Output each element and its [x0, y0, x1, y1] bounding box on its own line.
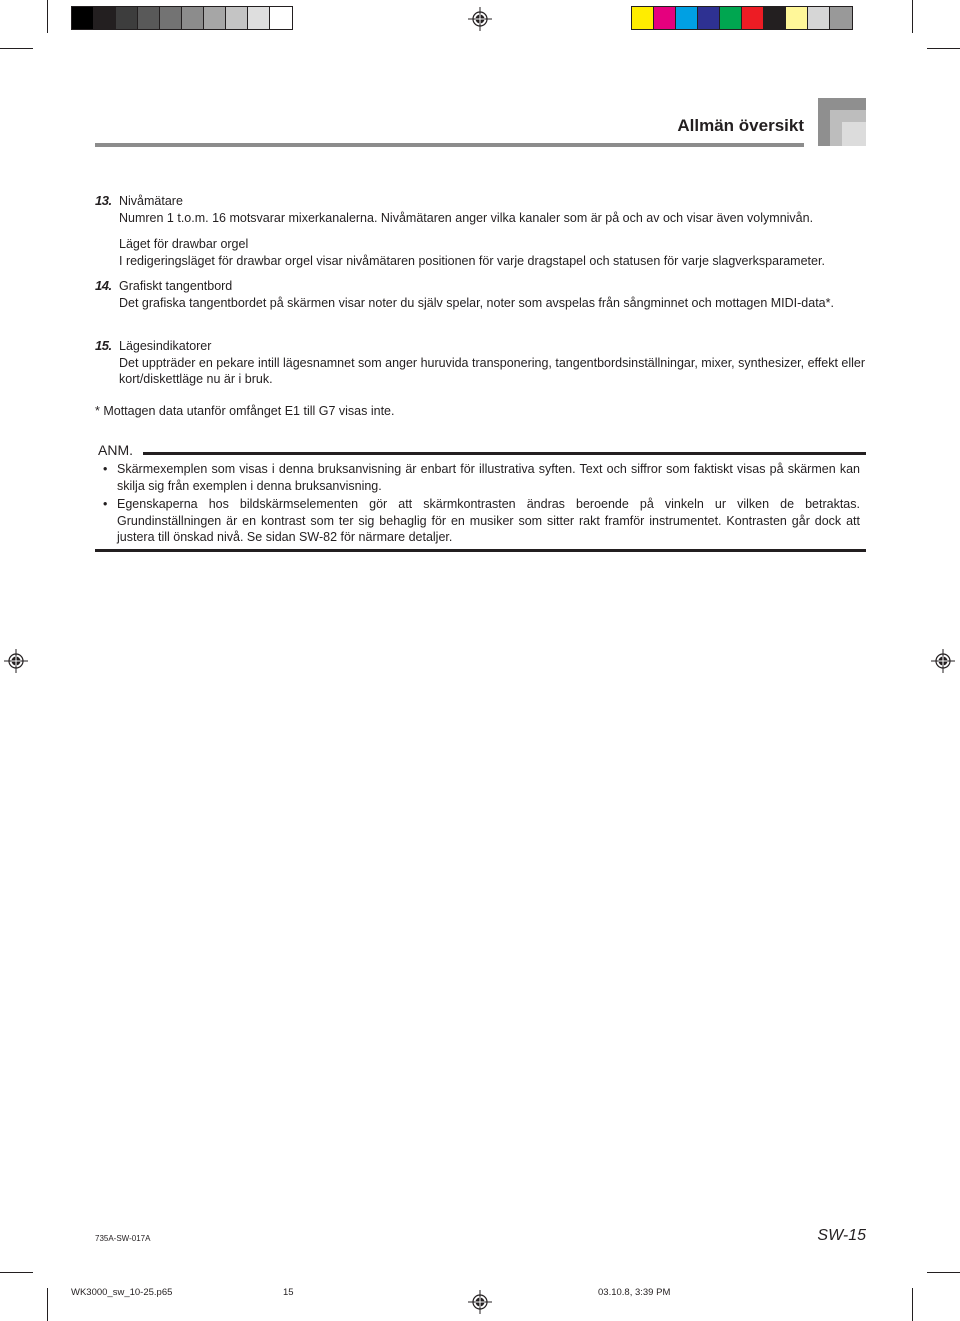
color-swatch — [786, 7, 808, 29]
grayscale-swatch-bar — [71, 6, 293, 30]
color-swatch — [94, 7, 116, 29]
slug-page: 15 — [283, 1287, 294, 1298]
color-swatch — [698, 7, 720, 29]
item-number: 13. — [95, 193, 112, 208]
color-swatch — [676, 7, 698, 29]
item-heading: Lägesindikatorer — [119, 339, 212, 353]
color-swatch — [138, 7, 160, 29]
color-swatch — [182, 7, 204, 29]
crop-mark — [0, 1272, 33, 1273]
registration-mark-icon — [931, 649, 955, 673]
registration-mark-icon — [468, 1290, 492, 1314]
note-end-rule — [95, 549, 866, 552]
section-title: Allmän översikt — [677, 116, 804, 135]
color-swatch — [830, 7, 852, 29]
item-text: Det uppträder en pekare intill lägesnamnet som anger huruvida transponering, tangentbordsinställningar, mixer, synthesizer, effekt eller kort/diskettläge nu är i bruk. — [119, 355, 866, 386]
item-text: Numren 1 t.o.m. 16 motsvarar mixerkanalerna. Nivåmätaren anger vilka kanaler som är på och av och visar även volymnivån. — [119, 210, 814, 225]
slug-date: 03.10.8, 3:39 PM — [598, 1287, 671, 1298]
bullet: • — [103, 462, 108, 476]
crop-mark — [912, 1288, 913, 1321]
footnote: * Mottagen data utanför omfånget E1 till G7 visas inte. — [95, 404, 395, 418]
color-swatch — [116, 7, 138, 29]
color-swatch — [160, 7, 182, 29]
crop-mark — [912, 0, 913, 33]
list-item — [95, 278, 870, 311]
list-item — [95, 338, 870, 388]
color-swatch — [654, 7, 676, 29]
color-swatch — [764, 7, 786, 29]
note-label: ANM. — [98, 442, 133, 458]
item-text: Det grafiska tangentbordet på skärmen visar noter du själv spelar, noter som avspelas från sångminnet och mottagen MIDI-data*. — [119, 295, 834, 310]
registration-mark-icon — [468, 7, 492, 31]
color-swatch — [742, 7, 764, 29]
crop-mark — [0, 48, 33, 49]
note-text: Skärmexemplen som visas i denna bruksanvisning är enbart för illustrativa syften. Text och siffror som faktiskt visas på skärmen kan skilja sig från exemplen i denna bruksanvisning. — [117, 462, 860, 493]
item-heading: Nivåmätare — [119, 194, 183, 208]
item-number: 14. — [95, 278, 112, 293]
crop-mark — [927, 48, 960, 49]
note-rule — [143, 452, 866, 455]
color-swatch — [632, 7, 654, 29]
crop-mark — [47, 0, 48, 33]
item-number: 15. — [95, 338, 112, 353]
drawbar-note — [119, 236, 869, 269]
color-swatch-bar — [631, 6, 853, 30]
color-swatch — [720, 7, 742, 29]
color-swatch — [204, 7, 226, 29]
note-text: Egenskaperna hos bildskärmselementen gör att skärmkontrasten ändras beroende på vinkeln ur vilken de betraktas. Grundinställningen är en kontrast som ter sig behaglig för en musiker som sitter rakt framför instrumentet. Kontrasten går dock att justera till önskad nivå. Se sidan SW-82 för närmare detaljer. — [117, 497, 860, 544]
color-swatch — [270, 7, 292, 29]
crop-mark — [47, 1288, 48, 1321]
crop-mark — [927, 1272, 960, 1273]
registration-mark-icon — [4, 649, 28, 673]
drawbar-heading: Läget för drawbar orgel — [119, 237, 249, 251]
drawbar-text: I redigeringsläget för drawbar orgel visar nivåmätaren positionen för varje dragstapel och statusen för varje slagverksparameter. — [119, 253, 825, 268]
color-swatch — [72, 7, 94, 29]
bullet: • — [103, 497, 108, 511]
color-swatch — [226, 7, 248, 29]
note-item — [103, 496, 860, 546]
header-rule — [95, 143, 804, 147]
slug-filename: WK3000_sw_10-25.p65 — [71, 1287, 173, 1298]
color-swatch — [248, 7, 270, 29]
color-swatch — [808, 7, 830, 29]
section-tab-decoration — [818, 98, 866, 146]
page-number: SW-15 — [817, 1227, 866, 1244]
document-code: 735A-SW-017A — [95, 1234, 151, 1243]
item-heading: Grafiskt tangentbord — [119, 279, 233, 293]
list-item — [95, 193, 870, 226]
note-item — [103, 461, 860, 494]
